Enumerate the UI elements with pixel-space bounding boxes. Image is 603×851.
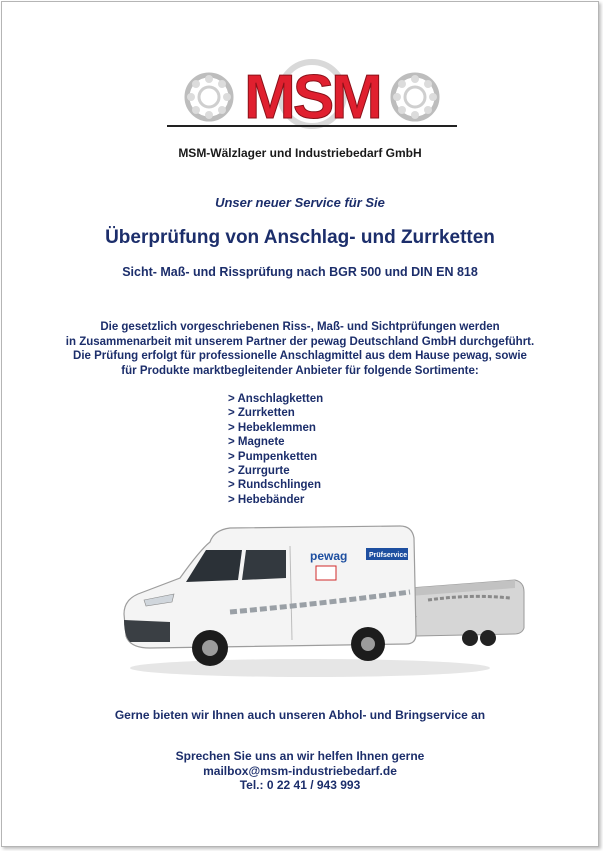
- list-item: > Zurrgurte: [228, 465, 290, 478]
- body-line: Die Prüfung erfolgt für professionelle Anschlagmittel aus dem Hause pewag, sowie: [73, 350, 527, 362]
- list-item: > Pumpenketten: [228, 450, 318, 463]
- contact-email[interactable]: mailbox@msm-industriebedarf.de: [203, 763, 397, 778]
- intro-text: Unser neuer Service für Sie: [215, 195, 385, 210]
- contact-phone: Tel.: 0 22 41 / 943 993: [239, 778, 361, 792]
- service-text: Gerne bieten wir Ihnen auch unseren Abhol- und Bringservice an: [114, 708, 486, 722]
- body-line: Die gesetzlich vorgeschriebenen Riss-, Maß- und Sichtprüfungen werden: [100, 321, 500, 333]
- trailer-icon: [410, 580, 524, 646]
- product-list: [228, 392, 323, 507]
- body-paragraph: [2, 320, 598, 378]
- list-item: > Hebeklemmen: [228, 421, 316, 434]
- list-item: > Zurrketten: [228, 407, 295, 420]
- document-page: [1, 1, 599, 847]
- van-panel-text: Prüfservice: [369, 552, 408, 559]
- contact-block: [2, 749, 598, 793]
- van-brand-text: pewag: [310, 549, 348, 563]
- list-item: > Hebebänder: [228, 493, 305, 506]
- body-line: für Produkte marktbegleitender Anbieter für folgende Sortimente:: [121, 364, 479, 377]
- subtitle: Sicht- Maß- und Rissprüfung nach BGR 500 und DIN EN 818: [122, 265, 478, 279]
- msm-logo: [167, 58, 457, 138]
- logo-text: MSM: [244, 63, 380, 132]
- bearing-left-icon: [187, 75, 231, 119]
- body-line: in Zusammenarbeit mit unserem Partner der pewag Deutschland GmbH durchgeführt.: [65, 335, 535, 348]
- company-name: MSM-Wälzlager und Industriebedarf GmbH: [178, 146, 422, 160]
- list-item: > Anschlagketten: [228, 393, 324, 405]
- page-title: Überprüfung von Anschlag- und Zurrketten: [105, 227, 495, 248]
- list-item: > Magnete: [228, 436, 285, 449]
- service-van-image: [110, 516, 530, 696]
- contact-line: Sprechen Sie uns an wir helfen Ihnen gerne: [175, 749, 425, 763]
- van-icon: [124, 526, 416, 666]
- bearing-right-icon: [393, 75, 437, 119]
- list-item: > Rundschlingen: [228, 479, 321, 492]
